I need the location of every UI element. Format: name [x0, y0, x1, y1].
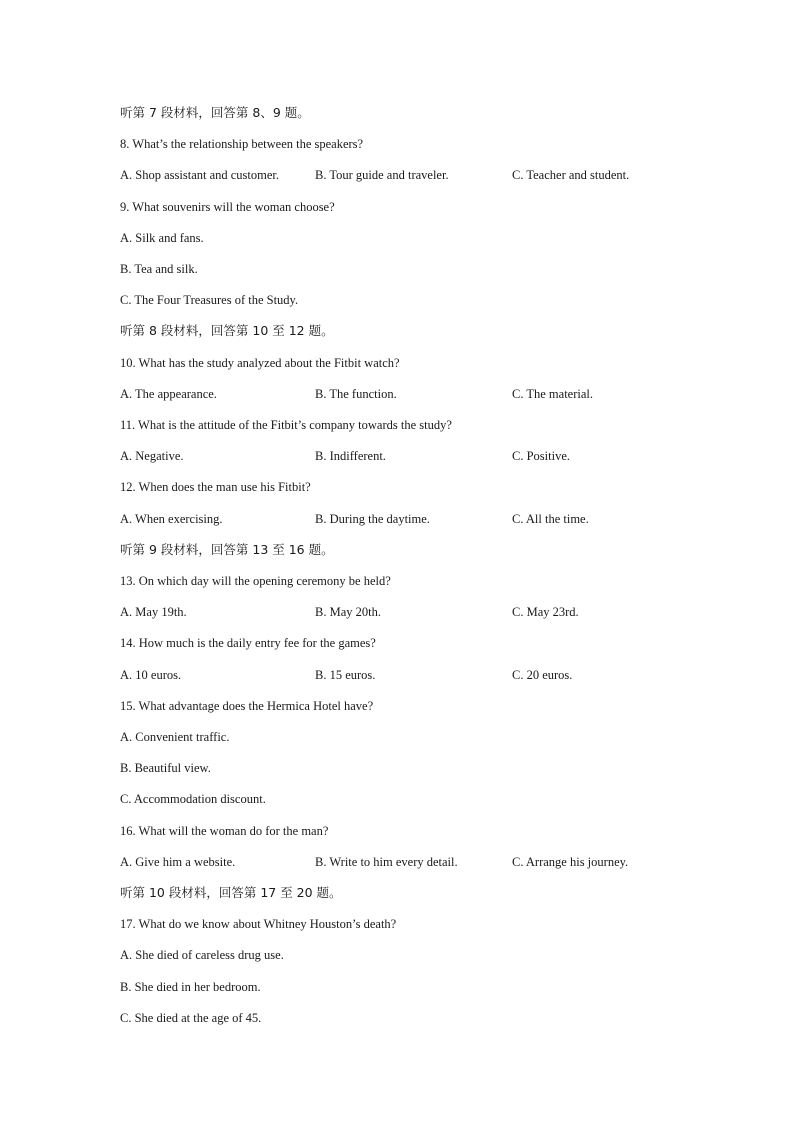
- answer-options-row: [120, 446, 720, 466]
- question-text: 16. What will the woman do for the man?: [120, 823, 329, 838]
- answer-option: C. Positive.: [512, 449, 570, 464]
- question-text: 15. What advantage does the Hermica Hotel have?: [120, 698, 374, 713]
- answer-options-row: [120, 165, 720, 185]
- question-text: 17. What do we know about Whitney Houston’s death?: [120, 917, 397, 932]
- section-heading: 听第 9 段材料，回答第 13 至 16 题。: [120, 541, 334, 557]
- answer-option: A. Give him a website.: [120, 854, 236, 869]
- question-text: 10. What has the study analyzed about the Fitbit watch?: [120, 355, 400, 370]
- section-heading: 听第 7 段材料，回答第 8、9 题。: [120, 105, 310, 120]
- question-text: C. Accommodation discount.: [120, 792, 266, 807]
- answer-option: C. The material.: [512, 386, 593, 401]
- question-text: 12. When does the man use his Fitbit?: [120, 480, 311, 495]
- answer-options-row: [120, 509, 720, 529]
- question-text: A. She died of careless drug use.: [120, 948, 284, 963]
- answer-options-row: [120, 384, 720, 404]
- answer-option: B. Write to him every detail.: [315, 854, 458, 869]
- answer-option: A. May 19th.: [120, 605, 187, 620]
- question-text: B. Beautiful view.: [120, 761, 211, 776]
- answer-options-row: [120, 852, 720, 872]
- question-text: 8. What’s the relationship between the speakers?: [120, 137, 364, 152]
- question-text: 13. On which day will the opening ceremony be held?: [120, 574, 391, 588]
- answer-option: A. 10 euros.: [120, 667, 182, 682]
- section-heading: 听第 10 段材料，回答第 17 至 20 题。: [120, 885, 342, 900]
- question-text: B. Tea and silk.: [120, 262, 198, 276]
- answer-option: C. 20 euros.: [512, 667, 573, 682]
- answer-option: C. May 23rd.: [512, 605, 579, 620]
- answer-option: C. Arrange his journey.: [512, 854, 629, 869]
- answer-option: A. Shop assistant and customer.: [120, 168, 280, 183]
- answer-option: C. All the time.: [512, 511, 589, 526]
- section-heading: 听第 8 段材料，回答第 10 至 12 题。: [120, 323, 334, 339]
- question-text: A. Convenient traffic.: [120, 730, 230, 744]
- question-text: A. Silk and fans.: [120, 230, 204, 245]
- question-text: B. She died in her bedroom.: [120, 979, 261, 994]
- answer-option: B. Indifferent.: [315, 449, 386, 464]
- answer-option: B. During the daytime.: [315, 511, 430, 526]
- answer-option: B. The function.: [315, 386, 397, 401]
- answer-option: A. When exercising.: [120, 511, 223, 526]
- answer-option: C. Teacher and student.: [512, 168, 630, 183]
- answer-options-row: [120, 665, 720, 685]
- answer-options-row: [120, 602, 720, 622]
- question-text: C. She died at the age of 45.: [120, 1010, 262, 1025]
- answer-option: B. Tour guide and traveler.: [315, 168, 449, 183]
- question-text: 14. How much is the daily entry fee for the games?: [120, 636, 376, 651]
- question-text: 9. What souvenirs will the woman choose?: [120, 199, 335, 214]
- answer-option: B. May 20th.: [315, 605, 381, 620]
- answer-option: A. Negative.: [120, 449, 184, 464]
- answer-option: A. The appearance.: [120, 386, 217, 401]
- question-text: C. The Four Treasures of the Study.: [120, 293, 299, 308]
- question-text: 11. What is the attitude of the Fitbit’s company towards the study?: [120, 418, 452, 432]
- answer-option: B. 15 euros.: [315, 667, 376, 682]
